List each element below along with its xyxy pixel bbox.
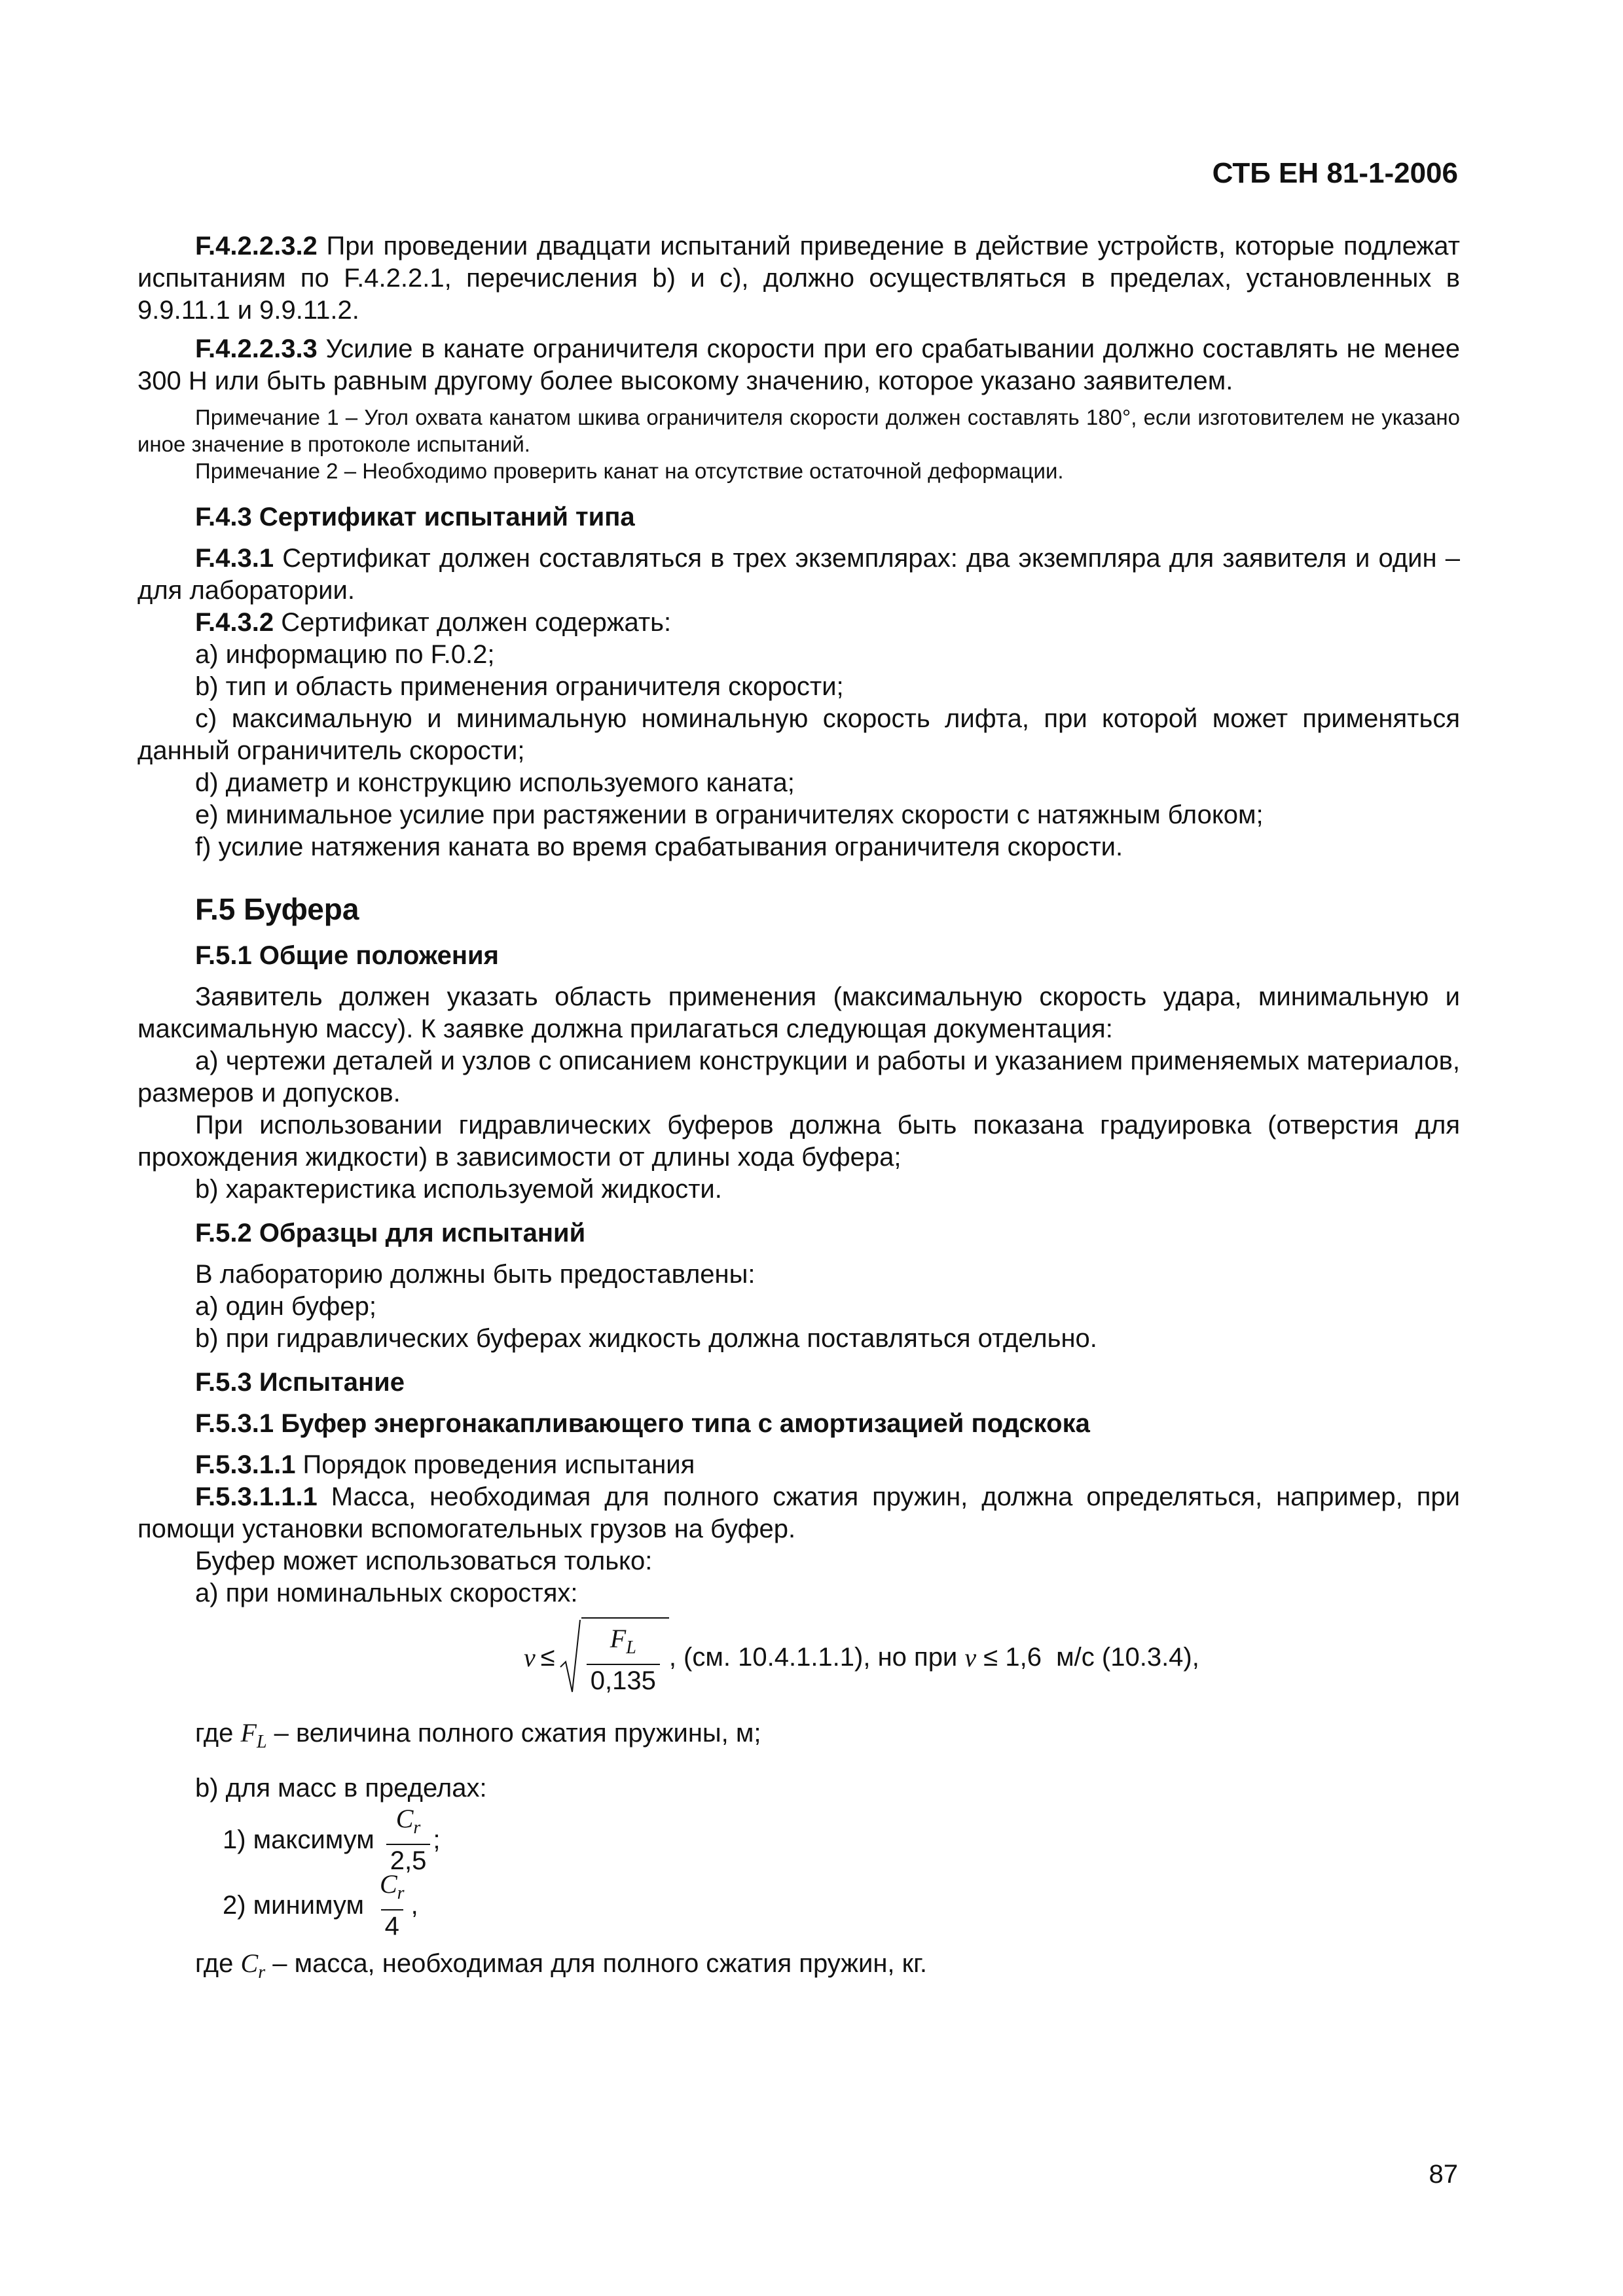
- formula-v2: v: [964, 1642, 977, 1672]
- paragraph-f53111: [137, 1481, 1460, 1545]
- fraction: [587, 1623, 660, 1697]
- note-1: Примечание 1 – Угол охвата канатом шкива ограничителя скорости должен составлять 180°, если изготовителем не указано иное значение в протоколе испытаний.: [137, 405, 1460, 456]
- page-content: [137, 230, 1460, 1988]
- paragraph-hydraulic: При использовании гидравлических буферов должна быть показана градуировка (отверстия для прохождения жидкости) в зависимости от длины хода буфера;: [137, 1111, 1460, 1172]
- paragraph-f5311: [137, 1449, 1460, 1481]
- heading-f43: F.4.3 Сертификат испытаний типа: [195, 503, 635, 531]
- heading-f52: F.5.2 Образцы для испытаний: [195, 1219, 586, 1247]
- clause-number: F.4.2.2.3.2: [195, 232, 318, 260]
- min-label: 2) минимум: [223, 1890, 364, 1920]
- clause-number: F.4.2.2.3.3: [195, 334, 318, 363]
- clause-text: Усилие в канате ограничителя скорости при его срабатывании должно составлять не менее 300 Н или быть равным другому более высокому значению, которое указано заявителем.: [137, 334, 1460, 395]
- paragraph-lab: В лабораторию должны быть предоставлены:: [195, 1260, 756, 1289]
- where-text: – масса, необходимая для полного сжатия пружин, кг.: [265, 1949, 927, 1978]
- sqrt-icon: [559, 1619, 581, 1696]
- paragraph-applicant: Заявитель должен указать область применения (максимальную скорость удара, минимальную и максимальную массу). К заявке должна прилагаться следующая документация:: [137, 982, 1460, 1043]
- list-item: b) при гидравлических буферах жидкость должна поставляться отдельно.: [195, 1324, 1097, 1353]
- where-cr: [137, 1947, 1460, 1988]
- var-c: C: [379, 1869, 397, 1899]
- paragraph-f42232: [137, 230, 1460, 327]
- paragraph-f432: [137, 607, 1460, 639]
- clause-number: F.4.3.1: [195, 544, 274, 573]
- where-text: – величина полного сжатия пружины, м;: [266, 1719, 761, 1748]
- clause-number: F.4.3.2: [195, 608, 274, 637]
- var-c: C: [395, 1804, 414, 1833]
- var-f: F: [610, 1624, 627, 1653]
- list-item: a) один буфер;: [195, 1292, 377, 1321]
- clause-text: Сертификат должен составляться в трех экземплярах: два экземпляра для заявителя и один – для лаборатории.: [137, 544, 1460, 605]
- heading-f51: F.5.1 Общие положения: [195, 941, 499, 970]
- clause-number: F.5.3.1.1.1: [195, 1482, 318, 1511]
- max-tail: ;: [433, 1825, 441, 1854]
- speed-formula: [137, 1612, 1460, 1717]
- list-item: a) при номинальных скоростях:: [195, 1579, 578, 1607]
- fraction-denominator: 2,5: [386, 1844, 431, 1877]
- paragraph-fluid: b) характеристика используемой жидкости.: [195, 1175, 722, 1204]
- square-root: [559, 1617, 669, 1697]
- radicand: [581, 1617, 669, 1697]
- paragraph-f431: [137, 543, 1460, 607]
- var-f: F: [240, 1718, 257, 1748]
- clause-text: При проведении двадцати испытаний приведение в действие устройств, которые подлежат испытаниям по F.4.2.2.1, перечисления b) и c), должно осуществляться в пределах, установленных в 9.9.11.1 и 9.9.11.2.: [137, 232, 1460, 325]
- subscript: L: [256, 1732, 267, 1752]
- fraction-denominator: 0,135: [587, 1664, 660, 1697]
- list-item: f) усилие натяжения каната во время срабатывания ограничителя скорости.: [195, 833, 1123, 861]
- paragraph-masses: b) для масс в пределах:: [195, 1774, 487, 1803]
- list-item: e) минимальное усилие при растяжении в ограничителях скорости с натяжным блоком;: [195, 800, 1264, 829]
- paragraph-f42233: [137, 333, 1460, 397]
- list-item: a) информацию по F.0.2;: [195, 640, 495, 669]
- heading-f531: F.5.3.1 Буфер энергонакапливающего типа с амортизацией подскока: [195, 1409, 1090, 1438]
- formula-expression: [524, 1617, 1199, 1697]
- subscript: r: [258, 1962, 266, 1982]
- clause-text: Порядок проведения испытания: [295, 1450, 695, 1479]
- min-tail: ,: [410, 1890, 418, 1920]
- fraction-numerator: [392, 1803, 425, 1844]
- fraction: [376, 1868, 409, 1943]
- fraction-denominator: 4: [381, 1909, 403, 1943]
- var-c: C: [240, 1948, 259, 1978]
- where-prefix: где: [195, 1719, 241, 1748]
- where-prefix: где: [195, 1949, 241, 1978]
- formula-tail-2: ≤ 1,6 м/с (10.3.4),: [976, 1642, 1199, 1672]
- clause-number: F.5.3.1.1: [195, 1450, 296, 1479]
- subscript: r: [397, 1883, 405, 1903]
- paragraph-buffer-use: Буфер может использоваться только:: [195, 1547, 653, 1575]
- formula-le: ≤: [540, 1642, 555, 1672]
- heading-f5: F.5 Буфера: [195, 892, 359, 926]
- clause-text: Масса, необходимая для полного сжатия пружин, должна определяться, например, при помощи установки вспомогательных грузов на буфер.: [137, 1482, 1460, 1543]
- document-code: СТБ ЕН 81-1-2006: [1212, 157, 1458, 189]
- paragraph-drawings: a) чертежи деталей и узлов с описанием конструкции и работы и указанием применяемых материалов, размеров и допусков.: [137, 1047, 1460, 1107]
- heading-f53: F.5.3 Испытание: [195, 1368, 405, 1397]
- fraction: [386, 1803, 431, 1877]
- list-item: b) тип и область применения ограничителя скорости;: [195, 672, 844, 701]
- list-item: d) диаметр и конструкцию используемого каната;: [195, 768, 795, 797]
- where-fl: [137, 1717, 1460, 1758]
- max-label: 1) максимум: [223, 1825, 374, 1854]
- max-mass-row: [223, 1804, 1460, 1875]
- note-2: Примечание 2 – Необходимо проверить канат на отсутствие остаточной деформации.: [195, 459, 1064, 483]
- list-item: c) максимальную и минимальную номинальную скорость лифта, при которой может применяться данный ограничитель скорости;: [137, 704, 1460, 765]
- subscript: r: [413, 1818, 421, 1838]
- subscript: L: [626, 1638, 636, 1658]
- fraction-numerator: [376, 1868, 409, 1909]
- formula-v: v: [524, 1642, 536, 1672]
- page-number: 87: [1429, 2160, 1458, 2189]
- fraction-numerator: [606, 1623, 640, 1664]
- clause-text: Сертификат должен содержать:: [274, 608, 672, 637]
- formula-tail-1: , (см. 10.4.1.1.1), но при: [668, 1642, 965, 1672]
- min-mass-row: [223, 1869, 1460, 1941]
